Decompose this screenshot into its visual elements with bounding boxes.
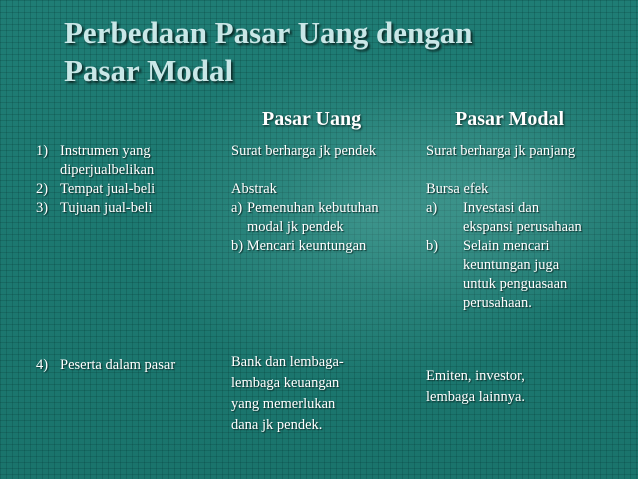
list-marker: a) <box>426 200 438 216</box>
modal-tujuan-b-text: keuntungan juga <box>463 257 560 273</box>
uang-tempat: Abstrak <box>231 181 277 197</box>
pasar-uang-column <box>231 142 421 256</box>
modal-peserta-line: lembaga lainnya. <box>426 389 526 405</box>
criteria-item-2 <box>36 180 226 199</box>
modal-tujuan-b-text: untuk penguasaan <box>463 276 568 292</box>
modal-tujuan-b-text: perusahaan. <box>463 295 532 311</box>
criteria-number: 2) <box>36 181 49 197</box>
uang-instrumen: Surat berharga jk pendek <box>231 143 377 159</box>
uang-peserta-line: yang memerlukan <box>231 396 336 412</box>
criteria-text: diperjualbelikan <box>60 162 155 178</box>
modal-tujuan-a <box>426 199 632 237</box>
modal-tempat: Bursa efek <box>426 181 489 197</box>
uang-peserta-line: lembaga keuangan <box>231 375 340 391</box>
criteria-number: 4) <box>36 357 49 373</box>
modal-peserta-line: Emiten, investor, <box>426 368 525 384</box>
criteria-number: 1) <box>36 143 49 159</box>
slide-title <box>64 14 584 90</box>
modal-tujuan-a-text: Investasi dan <box>463 200 540 216</box>
uang-tujuan-a-text: Pemenuhan kebutuhan <box>247 200 379 216</box>
uang-peserta <box>231 352 421 436</box>
criteria-text: Peserta dalam pasar <box>60 357 176 373</box>
criteria-text: Tempat jual-beli <box>60 181 156 197</box>
modal-tujuan-b-text: Selain mencari <box>463 238 550 254</box>
list-marker: a) <box>231 200 243 216</box>
uang-peserta-line: Bank dan lembaga- <box>231 354 344 370</box>
title-line-2: Pasar Modal <box>64 53 234 88</box>
criteria-text: Tujuan jual-beli <box>60 200 153 216</box>
criteria-item-3 <box>36 199 226 218</box>
criteria-item-1 <box>36 142 226 180</box>
modal-tujuan-a-text: ekspansi perusahaan <box>463 219 582 235</box>
criteria-text: Instrumen yang <box>60 143 151 159</box>
header-pasar-uang: Pasar Uang <box>262 108 362 130</box>
modal-tujuan-b <box>426 237 632 313</box>
modal-instrumen: Surat berharga jk panjang <box>426 143 576 159</box>
pasar-modal-column <box>426 142 632 313</box>
title-line-1: Perbedaan Pasar Uang dengan <box>64 15 473 50</box>
modal-peserta <box>426 366 632 408</box>
uang-tujuan-a-text: modal jk pendek <box>247 219 344 235</box>
uang-peserta-line: dana jk pendek. <box>231 417 323 433</box>
criteria-item-4 <box>36 356 226 375</box>
uang-tujuan-b: b) Mencari keuntungan <box>231 238 367 254</box>
uang-tujuan-a <box>231 199 421 237</box>
header-pasar-modal: Pasar Modal <box>455 108 565 130</box>
criteria-number: 3) <box>36 200 49 216</box>
criteria-list <box>36 142 226 218</box>
list-marker: b) <box>426 238 439 254</box>
